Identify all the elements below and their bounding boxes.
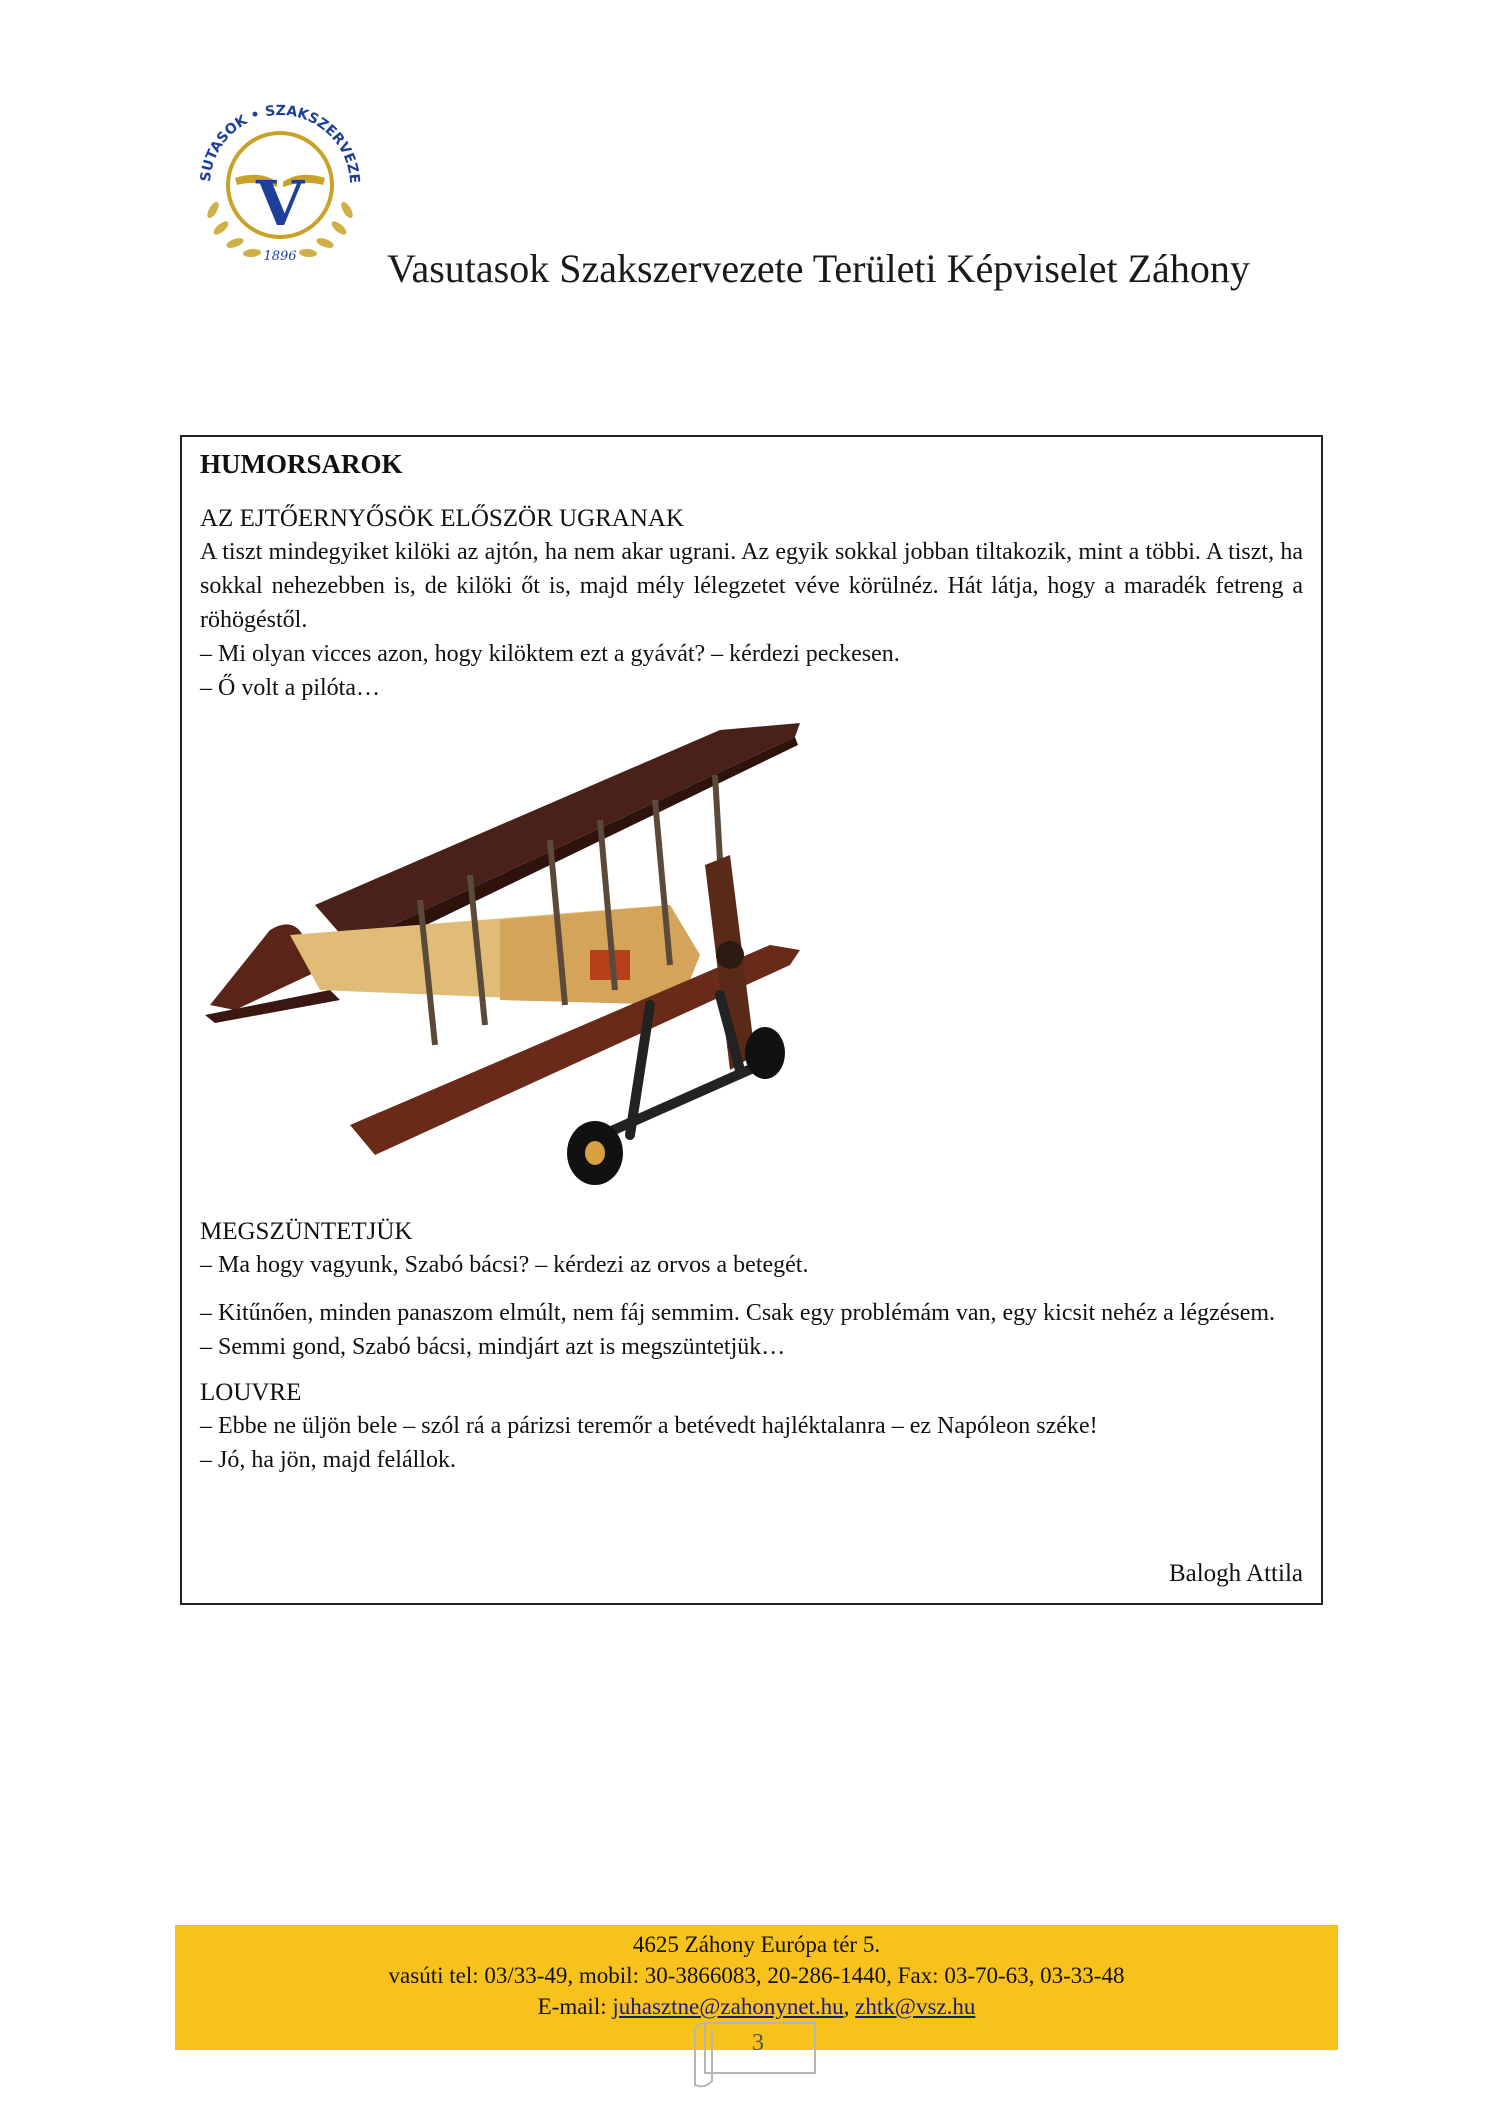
logo-arc-text: SUTASOK • SZAKSZERVEZE xyxy=(197,102,363,184)
joke-paragraph: – Ebbe ne üljön bele – szól rá a párizsi teremőr a betévedt hajléktalanra – ez Napóleon széke! xyxy=(200,1413,1098,1439)
email-link-zhtk[interactable]: zhtk@vsz.hu xyxy=(855,1994,976,2019)
footer-email-separator: , xyxy=(843,1994,856,2019)
joke-paragraph: – Mi olyan vicces azon, hogy kilöktem ezt a gyávát? – kérdezi peckesen. xyxy=(200,641,900,667)
joke-heading: AZ EJTŐERNYŐSÖK ELŐSZÖR UGRANAK xyxy=(200,505,685,532)
joke-heading: MEGSZÜNTETJÜK xyxy=(200,1218,413,1245)
joke-heading: LOUVRE xyxy=(200,1379,302,1406)
email-link-juhasztne[interactable]: juhasztne@zahonynet.hu xyxy=(612,1994,844,2019)
logo-initial: V xyxy=(255,167,305,240)
union-logo xyxy=(185,90,375,280)
joke-paragraph: A tiszt mindegyiket kilöki az ajtón, ha nem akar ugrani. Az egyik sokkal jobban tiltakozik, mint a többi. A tiszt, ha sokkal nehezebben is, de kilöki őt is, majd mély lélegzetet véve körülnéz. Hát látja, hogy a maradék fetreng a röhögéstől. xyxy=(200,539,1303,633)
joke-paragraph: – Ma hogy vagyunk, Szabó bácsi? – kérdezi az orvos a betegét. xyxy=(200,1252,809,1278)
joke-paragraph: – Ő volt a pilóta… xyxy=(200,675,380,701)
joke-paragraph: – Semmi gond, Szabó bácsi, mindjárt azt is megszüntetjük… xyxy=(200,1334,786,1360)
page-title: Vasutasok Szakszervezete Területi Képviselet Záhony xyxy=(387,246,1250,291)
logo-year: 1896 xyxy=(263,249,297,264)
biplane-image xyxy=(200,715,800,1215)
author-signature: Balogh Attila xyxy=(1168,1560,1303,1587)
joke-paragraph: – Kitűnően, minden panaszom elmúlt, nem fáj semmim. Csak egy problémám van, egy kicsit nehéz a légzésem. xyxy=(200,1300,1276,1326)
page-number: 3 xyxy=(752,2030,764,2056)
footer-phones: vasúti tel: 03/33-49, mobil: 30-3866083, 20-286-1440, Fax: 03-70-63, 03-33-48 xyxy=(388,1963,1125,1988)
joke-paragraph: – Jó, ha jön, majd felállok. xyxy=(200,1447,456,1473)
footer-address: 4625 Záhony Európa tér 5. xyxy=(632,1932,881,1957)
humor-corner-box xyxy=(180,435,1323,1605)
footer-email-label: E-mail: xyxy=(537,1994,613,2019)
section-title: HUMORSAROK xyxy=(200,449,403,479)
